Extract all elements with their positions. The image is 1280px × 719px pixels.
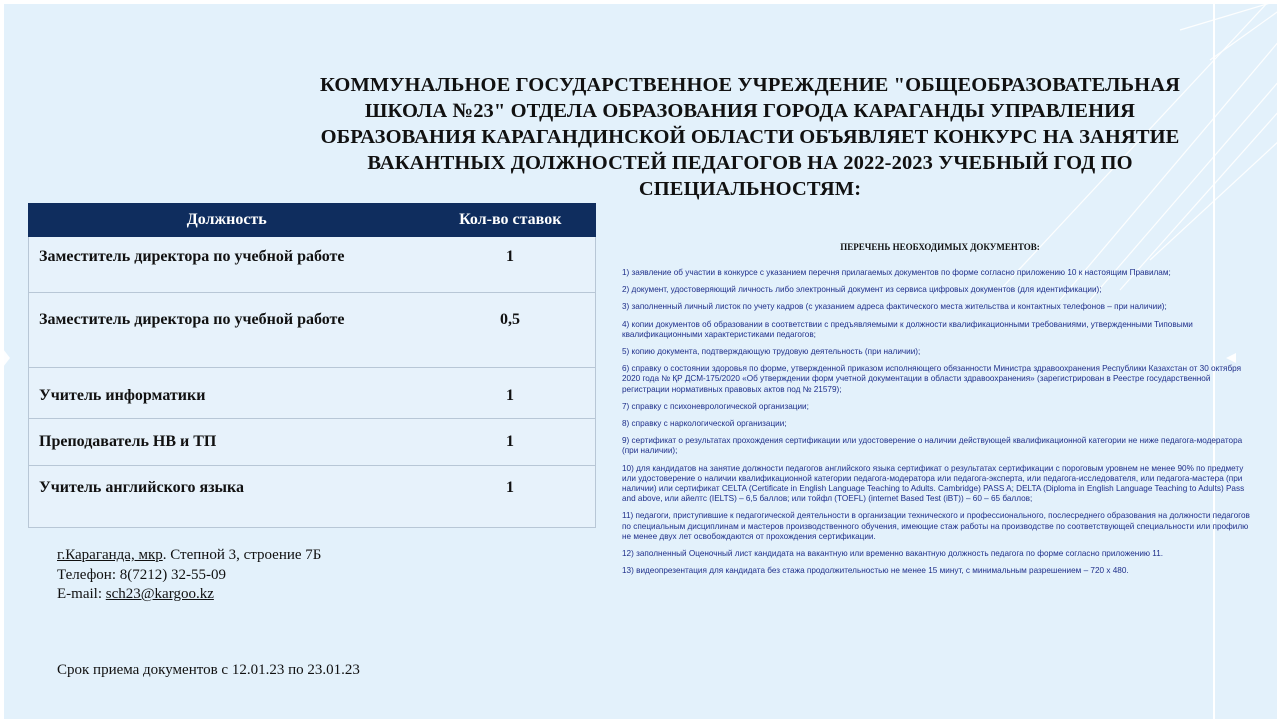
list-item: 6) справку о состоянии здоровья по форме, утвержденной приказом исполняющего обязанности Министра здравоохранения Республики Казахстан от 30 октября 2020 года № ҚР ДСМ-175/2020 «Об утверждении форм учетной документации в области здравоохранения» (зарегистрирован в Реестре государственной регистрации нормативных правовых актов под № 21579); [622,364,1242,394]
count-cell: 1 [425,419,596,466]
list-item: 12) заполненный Оценочный лист кандидата на вакантную или временно вакантную должность педагога по форме согласно приложению 11. [622,549,1164,559]
email-line [57,585,321,605]
position-cell: Учитель английского языка [29,466,426,528]
list-item: 2) документ, удостоверяющий личность либо электронный документ из сервиса цифровых документов (для идентификации); [622,285,1102,295]
frame-top [0,0,1280,4]
email-label: E-mail: [57,586,106,602]
deadline-text: Срок приема документов с 12.01.23 по 23.01.23 [57,662,360,678]
list-item: 11) педагоги, приступившие к педагогической деятельности в организации технического и профессионального, послесреднего образования на должности педагогов по специальным дисциплинам и мастеров производственного обучения, имеющие стаж работы на производстве по соответствующей специальности или профилю не менее двух лет освобождаются от прохождения сертификации. [622,511,1250,541]
position-cell: Учитель информатики [29,368,426,419]
email-link[interactable]: sch23@kargoo.kz [105,586,214,602]
table-row [29,368,596,419]
vacancies-table [28,203,596,528]
list-item: 10) для кандидатов на занятие должности педагогов английского языка сертификат о результатах сертификации с пороговым уровнем не менее 90% по предмету или удостоверение о наличии квалификационной категории педагога-модератора или педагога-эксперта, или педагога-исследователя, или педагога-мастера (при наличии) или сертификат CELTA (Certificate in English Language Teaching to Adults. Cambridge) PASS A; DELTA (Diploma in English Language Teaching to Adults) Pass and above, или айелтс (IELTS) – 6,5 баллов; или тойфл (TOEFL) (internet Based Test (iBT)) – 60 – 65 баллов; [622,463,1245,504]
position-cell: Заместитель директора по учебной работе [29,293,426,368]
address [57,546,321,566]
table-row [29,466,596,528]
count-cell: 1 [425,368,596,419]
address-city: г.Караганда, мкр [57,547,163,563]
list-item: 8) справку с наркологической организации; [622,419,787,429]
list-item: 5) копию документа, подтверждающую трудовую деятельность (при наличии); [622,347,921,357]
phone: Телефон: 8(7212) 32-55-09 [57,566,226,583]
count-cell: 1 [425,237,596,293]
list-item: 1) заявление об участии в конкурсе с указанием перечня прилагаемых документов по форме согласно приложению 10 к настоящим Правилам; [622,268,1171,277]
position-cell: Заместитель директора по учебной работе [29,237,426,293]
frame-left [0,0,4,719]
docs-list [622,268,1258,583]
docs-heading: ПЕРЕЧЕНЬ НЕОБХОДИМЫХ ДОКУМЕНТОВ: [840,242,1040,252]
header-count: Кол-во ставок [425,204,596,237]
table-row [29,237,596,293]
list-item: 9) сертификат о результатах прохождения сертификации или удостоверение о наличии действующей квалификационной категории не ниже педагога-модератора (при наличии); [622,436,1243,456]
count-cell: 1 [425,466,596,528]
position-cell: Преподаватель НВ и ТП [29,419,426,466]
contacts-block [57,546,321,605]
header-position: Должность [29,204,426,237]
table-row [29,419,596,466]
list-item: 4) копии документов об образовании в соответствии с предъявляемыми к должности квалификационными требованиями, утвержденными Типовыми квалификационными характеристиками педагогов; [622,319,1193,339]
table-row [29,293,596,368]
address-rest: . Степной 3, строение 7Б [162,547,322,563]
list-item: 3) заполненный личный листок по учету кадров (с указанием адреса фактического места жительства и контактных телефонов – при наличии); [622,302,1167,312]
list-item: 13) видеопрезентация для кандидата без стажа продолжительностью не менее 15 минут, с минимальным разрешением – 720 x 480. [622,566,1129,576]
list-item: 7) справку с психоневрологической организации; [622,401,809,411]
page-title: КОММУНАЛЬНОЕ ГОСУДАРСТВЕННОЕ УЧРЕЖДЕНИЕ "ОБЩЕОБРАЗОВАТЕЛЬНАЯ ШКОЛА №23" ОТДЕЛА ОБРАЗОВАНИЯ ГОРОДА КАРАГАНДЫ УПРАВЛЕНИЯ ОБРАЗОВАНИЯ КАРАГАНДИНСКОЙ ОБЛАСТИ ОБЪЯВЛЯЕТ КОНКУРС НА ЗАНЯТИЕ ВАКАНТНЫХ ДОЛЖНОСТЕЙ ПЕДАГОГОВ НА 2022-2023 УЧЕБНЫЙ ГОД ПО СПЕЦИАЛЬНОСТЯМ: [319,74,1181,200]
count-cell: 0,5 [425,293,596,368]
